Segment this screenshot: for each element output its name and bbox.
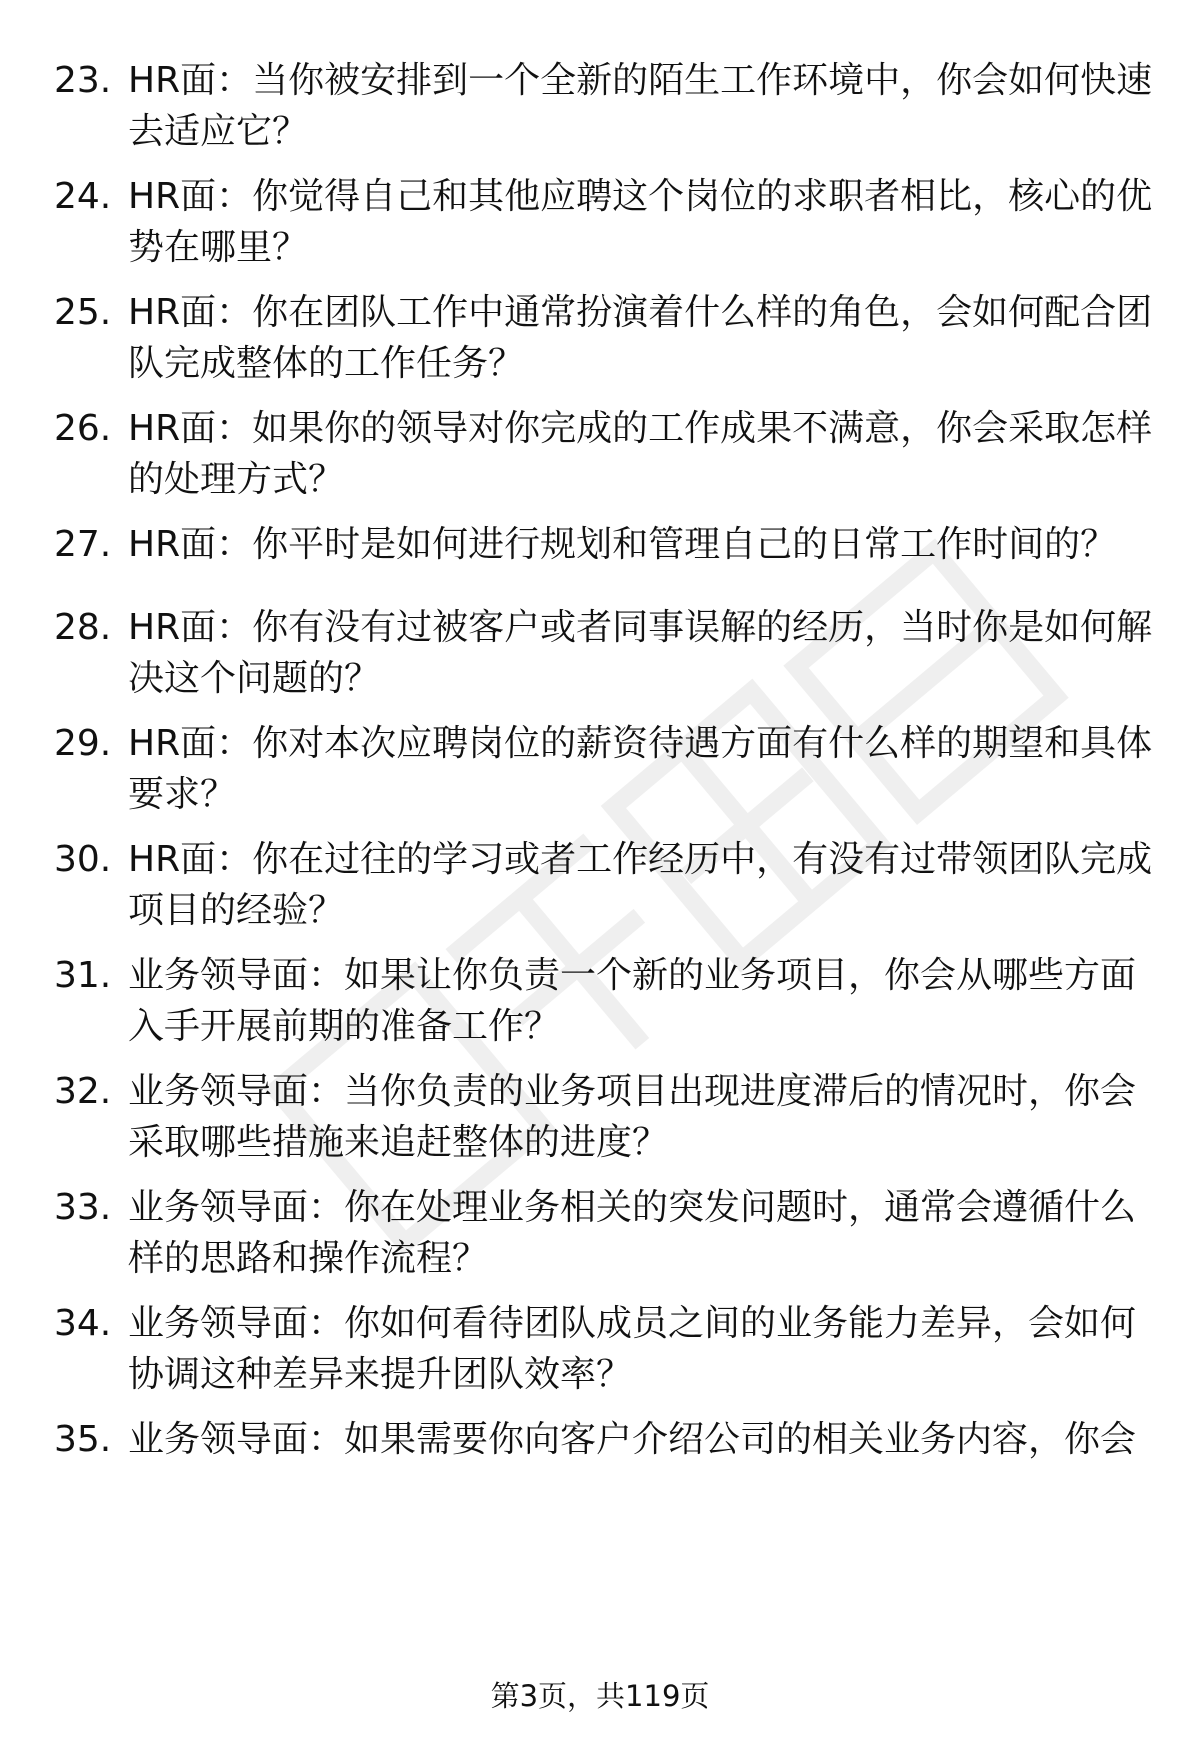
question-text: HR面：你平时是如何进行规划和管理自己的日常工作时间的？ [128,524,1117,565]
question-number: 31. [54,955,112,996]
question-text: HR面：你对本次应聘岗位的薪资待遇方面有什么样的期望和具体要求？ [128,723,1153,815]
question-number: 23. [54,60,112,101]
question-number: 27. [54,524,112,565]
question-number: 32. [54,1071,112,1112]
question-text: HR面：你在团队工作中通常扮演着什么样的角色，会如何配合团队完成整体的工作任务？ [128,292,1153,384]
question-text: HR面：如果你的领导对你完成的工作成果不满意，你会采取怎样的处理方式？ [128,408,1153,500]
question-number: 28. [54,607,112,648]
question-text: 业务领导面：你如何看待团队成员之间的业务能力差异，会如何协调这种差异来提升团队效率？ [128,1303,1137,1395]
question-text: HR面：你觉得自己和其他应聘这个岗位的求职者相比，核心的优势在哪里？ [128,176,1153,268]
question-text: 业务领导面：你在处理业务相关的突发问题时，通常会遵循什么样的思路和操作流程？ [128,1187,1137,1279]
question-text: 业务领导面：如果需要你向客户介绍公司的相关业务内容，你会 [128,1419,1137,1460]
question-number: 30. [54,839,112,880]
question-text: HR面：你有没有过被客户或者同事误解的经历，当时你是如何解决这个问题的？ [128,607,1153,699]
page-footer: 第3页，共119页 [490,1679,710,1713]
question-number: 26. [54,408,112,449]
question-number: 33. [54,1187,112,1228]
question-number: 25. [54,292,112,333]
question-text: HR面：当你被安排到一个全新的陌生工作环境中，你会如何快速去适应它？ [128,60,1153,152]
question-number: 34. [54,1303,112,1344]
question-text: HR面：你在过往的学习或者工作经历中，有没有过带领团队完成项目的经验？ [128,839,1153,931]
question-number: 24. [54,176,112,217]
question-text: 业务领导面：当你负责的业务项目出现进度滞后的情况时，你会采取哪些措施来追赶整体的进度？ [128,1071,1137,1163]
question-number: 29. [54,723,112,764]
question-number: 35. [54,1419,112,1460]
question-text: 业务领导面：如果让你负责一个新的业务项目，你会从哪些方面入手开展前期的准备工作？ [128,955,1137,1047]
